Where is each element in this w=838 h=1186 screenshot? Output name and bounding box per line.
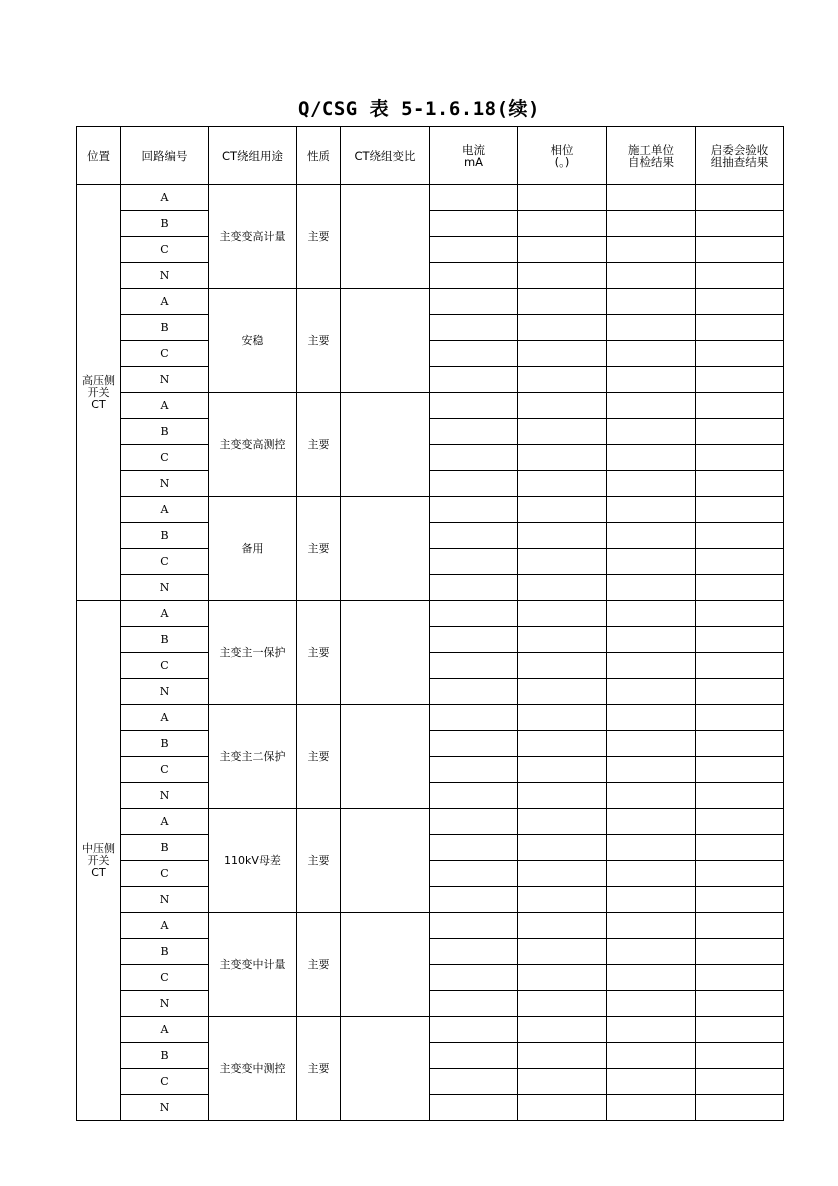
phase-angle-cell (518, 705, 607, 731)
current-cell (430, 705, 518, 731)
circuit-phase-cell: N (121, 991, 209, 1017)
committee-result-cell (696, 809, 784, 835)
current-cell (430, 1043, 518, 1069)
table-row (77, 835, 784, 861)
header-position: 位置 (77, 127, 121, 185)
contractor-result-cell (607, 1069, 696, 1095)
contractor-result-cell (607, 445, 696, 471)
nature-cell: 主要 (297, 809, 341, 913)
circuit-phase-cell: N (121, 575, 209, 601)
table-row (77, 1069, 784, 1095)
table-row (77, 965, 784, 991)
phase-angle-cell (518, 861, 607, 887)
usage-cell: 主变变高测控 (209, 393, 297, 497)
table-row (77, 1043, 784, 1069)
usage-cell: 主变主二保护 (209, 705, 297, 809)
header-contractor (607, 127, 696, 185)
contractor-result-cell (607, 237, 696, 263)
circuit-phase-cell: N (121, 679, 209, 705)
circuit-phase-cell: C (121, 861, 209, 887)
circuit-phase-cell: C (121, 965, 209, 991)
contractor-result-cell (607, 861, 696, 887)
phase-angle-cell (518, 601, 607, 627)
table-row (77, 705, 784, 731)
circuit-phase-cell: A (121, 809, 209, 835)
phase-angle-cell (518, 939, 607, 965)
header-ratio: CT绕组变比 (341, 127, 430, 185)
phase-angle-cell (518, 315, 607, 341)
current-cell (430, 367, 518, 393)
committee-result-cell (696, 1069, 784, 1095)
header-nature: 性质 (297, 127, 341, 185)
contractor-result-cell (607, 289, 696, 315)
circuit-phase-cell: A (121, 1017, 209, 1043)
circuit-phase-cell: C (121, 653, 209, 679)
table-row (77, 289, 784, 315)
committee-result-cell (696, 445, 784, 471)
committee-result-cell (696, 835, 784, 861)
circuit-phase-cell: A (121, 601, 209, 627)
phase-angle-cell (518, 757, 607, 783)
contractor-result-cell (607, 211, 696, 237)
table-row (77, 653, 784, 679)
table-row (77, 393, 784, 419)
table-row (77, 471, 784, 497)
committee-result-cell (696, 913, 784, 939)
header-usage: CT绕组用途 (209, 127, 297, 185)
phase-angle-cell (518, 1095, 607, 1121)
circuit-phase-cell: N (121, 887, 209, 913)
contractor-result-cell (607, 393, 696, 419)
nature-cell: 主要 (297, 393, 341, 497)
header-phase-line2: (。) (554, 154, 570, 169)
contractor-result-cell (607, 731, 696, 757)
header-current-line1: 电流 (462, 142, 485, 157)
phase-angle-cell (518, 367, 607, 393)
position-line: 高压侧 (82, 373, 115, 387)
circuit-phase-cell: C (121, 237, 209, 263)
table-row (77, 341, 784, 367)
committee-result-cell (696, 289, 784, 315)
header-phase-angle (518, 127, 607, 185)
current-cell (430, 809, 518, 835)
contractor-result-cell (607, 601, 696, 627)
current-cell (430, 783, 518, 809)
table-row (77, 991, 784, 1017)
table-row (77, 783, 784, 809)
table-row (77, 757, 784, 783)
current-cell (430, 965, 518, 991)
committee-result-cell (696, 315, 784, 341)
committee-result-cell (696, 497, 784, 523)
contractor-result-cell (607, 627, 696, 653)
phase-angle-cell (518, 991, 607, 1017)
usage-cell: 110kV母差 (209, 809, 297, 913)
contractor-result-cell (607, 705, 696, 731)
contractor-result-cell (607, 887, 696, 913)
circuit-phase-cell: B (121, 835, 209, 861)
committee-result-cell (696, 523, 784, 549)
current-cell (430, 211, 518, 237)
committee-result-cell (696, 1095, 784, 1121)
ratio-cell (341, 705, 430, 809)
current-cell (430, 679, 518, 705)
position-line: CT (91, 397, 106, 411)
contractor-result-cell (607, 809, 696, 835)
ct-test-table (76, 126, 784, 1121)
current-cell (430, 471, 518, 497)
table-row (77, 237, 784, 263)
circuit-phase-cell: A (121, 497, 209, 523)
phase-angle-cell (518, 887, 607, 913)
committee-result-cell (696, 991, 784, 1017)
phase-angle-cell (518, 913, 607, 939)
circuit-phase-cell: B (121, 939, 209, 965)
header-row (77, 127, 784, 185)
phase-angle-cell (518, 211, 607, 237)
circuit-phase-cell: N (121, 783, 209, 809)
contractor-result-cell (607, 575, 696, 601)
document-title: Q/CSG 表 5-1.6.18(续) (298, 98, 540, 120)
current-cell (430, 445, 518, 471)
header-current-line2: mA (463, 154, 484, 169)
nature-cell: 主要 (297, 497, 341, 601)
circuit-phase-cell: C (121, 341, 209, 367)
phase-angle-cell (518, 1043, 607, 1069)
table-row (77, 263, 784, 289)
current-cell (430, 861, 518, 887)
phase-angle-cell (518, 783, 607, 809)
header-committee (696, 127, 784, 185)
phase-angle-cell (518, 1017, 607, 1043)
current-cell (430, 263, 518, 289)
nature-cell: 主要 (297, 1017, 341, 1121)
table-row (77, 419, 784, 445)
committee-result-cell (696, 757, 784, 783)
contractor-result-cell (607, 497, 696, 523)
current-cell (430, 523, 518, 549)
position-line: 开关 (87, 385, 110, 399)
circuit-phase-cell: B (121, 1043, 209, 1069)
position-cell (77, 185, 121, 601)
contractor-result-cell (607, 757, 696, 783)
phase-angle-cell (518, 445, 607, 471)
current-cell (430, 991, 518, 1017)
contractor-result-cell (607, 1017, 696, 1043)
current-cell (430, 601, 518, 627)
nature-cell: 主要 (297, 913, 341, 1017)
contractor-result-cell (607, 471, 696, 497)
committee-result-cell (696, 601, 784, 627)
contractor-result-cell (607, 367, 696, 393)
usage-cell: 主变主一保护 (209, 601, 297, 705)
table-row (77, 549, 784, 575)
table-row (77, 185, 784, 211)
phase-angle-cell (518, 549, 607, 575)
current-cell (430, 939, 518, 965)
circuit-phase-cell: C (121, 445, 209, 471)
header-committee-line1: 启委会验收 (710, 142, 769, 157)
table-row (77, 627, 784, 653)
phase-angle-cell (518, 419, 607, 445)
circuit-phase-cell: C (121, 1069, 209, 1095)
table-row (77, 367, 784, 393)
current-cell (430, 731, 518, 757)
committee-result-cell (696, 627, 784, 653)
phase-angle-cell (518, 393, 607, 419)
committee-result-cell (696, 679, 784, 705)
phase-angle-cell (518, 497, 607, 523)
current-cell (430, 913, 518, 939)
ratio-cell (341, 393, 430, 497)
committee-result-cell (696, 419, 784, 445)
committee-result-cell (696, 185, 784, 211)
circuit-phase-cell: B (121, 523, 209, 549)
phase-angle-cell (518, 731, 607, 757)
phase-angle-cell (518, 965, 607, 991)
committee-result-cell (696, 965, 784, 991)
circuit-phase-cell: N (121, 367, 209, 393)
phase-angle-cell (518, 237, 607, 263)
contractor-result-cell (607, 679, 696, 705)
table-row (77, 523, 784, 549)
contractor-result-cell (607, 653, 696, 679)
circuit-phase-cell: C (121, 549, 209, 575)
circuit-phase-cell: B (121, 315, 209, 341)
header-phase-line1: 相位 (550, 142, 574, 157)
circuit-phase-cell: N (121, 471, 209, 497)
current-cell (430, 497, 518, 523)
committee-result-cell (696, 263, 784, 289)
nature-cell: 主要 (297, 705, 341, 809)
current-cell (430, 289, 518, 315)
ratio-cell (341, 185, 430, 289)
contractor-result-cell (607, 185, 696, 211)
phase-angle-cell (518, 809, 607, 835)
current-cell (430, 757, 518, 783)
current-cell (430, 1017, 518, 1043)
phase-angle-cell (518, 263, 607, 289)
phase-angle-cell (518, 341, 607, 367)
phase-angle-cell (518, 653, 607, 679)
position-line: CT (91, 865, 106, 879)
committee-result-cell (696, 549, 784, 575)
current-cell (430, 575, 518, 601)
committee-result-cell (696, 1043, 784, 1069)
committee-result-cell (696, 783, 784, 809)
circuit-phase-cell: B (121, 211, 209, 237)
nature-cell: 主要 (297, 185, 341, 289)
circuit-phase-cell: A (121, 913, 209, 939)
committee-result-cell (696, 471, 784, 497)
ratio-cell (341, 1017, 430, 1121)
committee-result-cell (696, 367, 784, 393)
current-cell (430, 237, 518, 263)
ratio-cell (341, 497, 430, 601)
header-committee-line2: 组抽查结果 (710, 154, 769, 169)
phase-angle-cell (518, 471, 607, 497)
table-row (77, 809, 784, 835)
current-cell (430, 393, 518, 419)
circuit-phase-cell: A (121, 705, 209, 731)
committee-result-cell (696, 653, 784, 679)
table-row (77, 445, 784, 471)
phase-angle-cell (518, 523, 607, 549)
phase-angle-cell (518, 627, 607, 653)
table-row (77, 731, 784, 757)
phase-angle-cell (518, 1069, 607, 1095)
usage-cell: 主变变高计量 (209, 185, 297, 289)
circuit-phase-cell: A (121, 289, 209, 315)
committee-result-cell (696, 211, 784, 237)
current-cell (430, 653, 518, 679)
circuit-phase-cell: C (121, 757, 209, 783)
phase-angle-cell (518, 575, 607, 601)
phase-angle-cell (518, 835, 607, 861)
table-row (77, 315, 784, 341)
phase-angle-cell (518, 679, 607, 705)
usage-cell: 主变变中测控 (209, 1017, 297, 1121)
current-cell (430, 1095, 518, 1121)
contractor-result-cell (607, 523, 696, 549)
header-contractor-line1: 施工单位 (628, 142, 674, 157)
ratio-cell (341, 913, 430, 1017)
table-row (77, 497, 784, 523)
contractor-result-cell (607, 783, 696, 809)
contractor-result-cell (607, 1095, 696, 1121)
contractor-result-cell (607, 549, 696, 575)
circuit-phase-cell: B (121, 419, 209, 445)
phase-angle-cell (518, 185, 607, 211)
current-cell (430, 1069, 518, 1095)
committee-result-cell (696, 731, 784, 757)
ratio-cell (341, 289, 430, 393)
committee-result-cell (696, 939, 784, 965)
table-row (77, 575, 784, 601)
committee-result-cell (696, 237, 784, 263)
ratio-cell (341, 601, 430, 705)
position-line: 中压侧 (82, 841, 115, 855)
circuit-phase-cell: N (121, 1095, 209, 1121)
usage-cell: 备用 (209, 497, 297, 601)
contractor-result-cell (607, 913, 696, 939)
usage-cell: 主变变中计量 (209, 913, 297, 1017)
current-cell (430, 549, 518, 575)
committee-result-cell (696, 887, 784, 913)
table-row (77, 1095, 784, 1121)
table-row (77, 601, 784, 627)
contractor-result-cell (607, 965, 696, 991)
contractor-result-cell (607, 419, 696, 445)
contractor-result-cell (607, 991, 696, 1017)
contractor-result-cell (607, 835, 696, 861)
table-row (77, 679, 784, 705)
circuit-phase-cell: A (121, 393, 209, 419)
header-circuit: 回路编号 (121, 127, 209, 185)
current-cell (430, 627, 518, 653)
table-row (77, 887, 784, 913)
current-cell (430, 419, 518, 445)
usage-cell: 安稳 (209, 289, 297, 393)
ratio-cell (341, 809, 430, 913)
current-cell (430, 315, 518, 341)
circuit-phase-cell: B (121, 627, 209, 653)
current-cell (430, 835, 518, 861)
committee-result-cell (696, 705, 784, 731)
current-cell (430, 341, 518, 367)
table-row (77, 913, 784, 939)
current-cell (430, 185, 518, 211)
contractor-result-cell (607, 315, 696, 341)
committee-result-cell (696, 861, 784, 887)
committee-result-cell (696, 575, 784, 601)
circuit-phase-cell: A (121, 185, 209, 211)
header-contractor-line2: 自检结果 (628, 154, 674, 169)
committee-result-cell (696, 393, 784, 419)
circuit-phase-cell: B (121, 731, 209, 757)
contractor-result-cell (607, 1043, 696, 1069)
nature-cell: 主要 (297, 601, 341, 705)
phase-angle-cell (518, 289, 607, 315)
contractor-result-cell (607, 263, 696, 289)
table-row (77, 939, 784, 965)
position-cell (77, 601, 121, 1121)
header-current (430, 127, 518, 185)
circuit-phase-cell: N (121, 263, 209, 289)
contractor-result-cell (607, 939, 696, 965)
table-row (77, 1017, 784, 1043)
committee-result-cell (696, 341, 784, 367)
current-cell (430, 887, 518, 913)
committee-result-cell (696, 1017, 784, 1043)
nature-cell: 主要 (297, 289, 341, 393)
table-row (77, 861, 784, 887)
table-row (77, 211, 784, 237)
contractor-result-cell (607, 341, 696, 367)
position-line: 开关 (87, 853, 110, 867)
